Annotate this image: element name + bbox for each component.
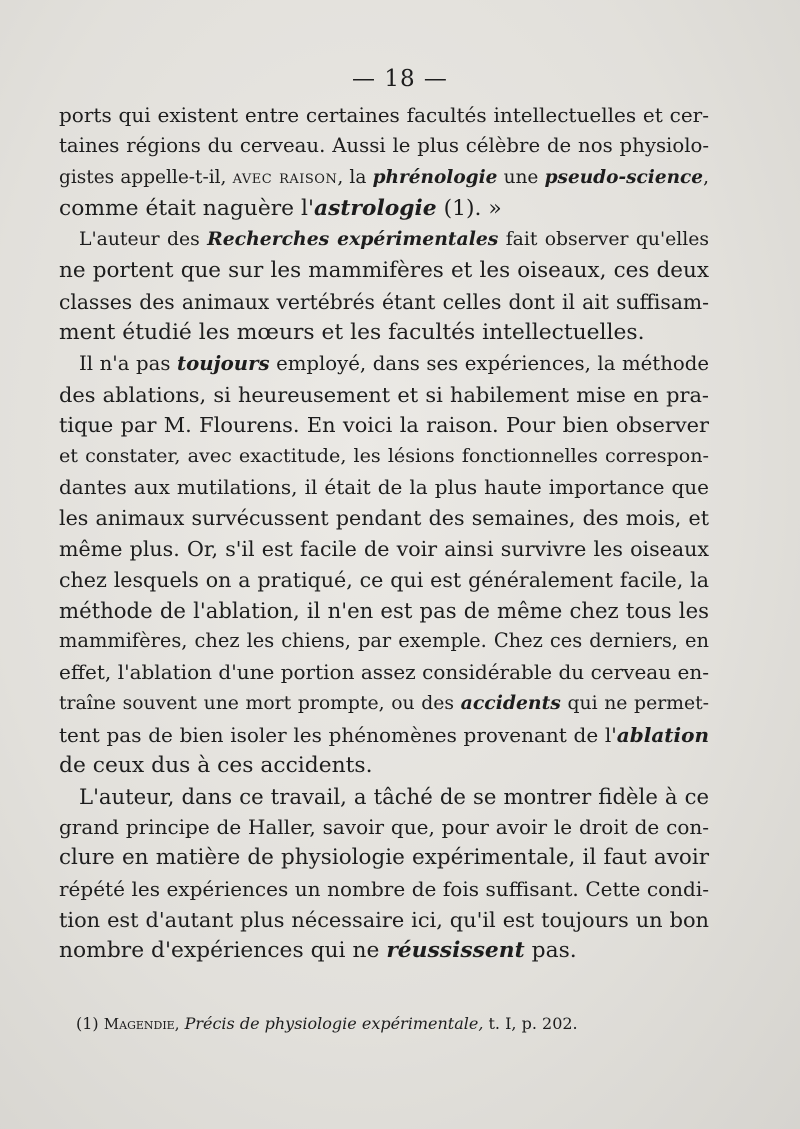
text-line-9: Il n'a pas toujours employé, dans ses expériences, la méthode — [79, 351, 709, 375]
text-line-22: de ceux dus à ces accidents. — [59, 752, 373, 778]
emphasis-accidents: accidents — [460, 692, 561, 715]
text-line-14: les animaux survécussent pendant des semaines, des mois, et — [59, 505, 709, 530]
text-line-1: ports qui existent entre certaines facultés intellectuelles et cer- — [59, 103, 709, 127]
footnote-reference: t. I, p. 202. — [488, 1014, 578, 1033]
footnote — [76, 1014, 716, 1033]
text-line-12: et constater, avec exactitude, les lésions fonctionnelles correspon- — [59, 444, 709, 468]
text-line-2: taines régions du cerveau. Aussi le plus célèbre de nos physiolo- — [59, 133, 709, 157]
body-text — [59, 100, 709, 967]
text-line-17: méthode de l'ablation, il n'en est pas de même chez tous les — [59, 597, 709, 623]
text-line-20: traîne souvent une mort prompte, ou des accidents qui ne permet- — [59, 692, 709, 715]
emphasis-ablation: ablation — [616, 722, 709, 747]
page-number: — 18 — — [352, 66, 448, 92]
footnote-author: Magendie, — [103, 1015, 180, 1033]
emphasis-pseudo-science: pseudo-science — [544, 166, 704, 188]
footnote-title: Précis de physiologie expérimentale, — [184, 1014, 484, 1033]
text-line-26: répété les expériences un nombre de fois suffisant. Cette condi- — [59, 877, 709, 902]
text-line-13: dantes aux mutilations, il était de la plus haute importance que — [59, 475, 709, 500]
text-line-25: clure en matière de physiologie expérimentale, il faut avoir — [59, 845, 709, 871]
text-line-10: des ablations, si heureusement et si habilement mise en pra- — [59, 382, 709, 407]
emphasis-recherches: Recherches expérimentales — [207, 228, 499, 251]
text-line-8: ment étudié les mœurs et les facultés intellectuelles. — [59, 319, 645, 345]
text-line-19: effet, l'ablation d'une portion assez considérable du cerveau en- — [59, 660, 709, 685]
text-line-6: ne portent que sur les mammifères et les oiseaux, ces deux — [59, 258, 709, 284]
text-line-3: gistes appelle-t-il, avec raison, la phrénologie une pseudo-science, — [59, 165, 709, 188]
text-line-7: classes des animaux vertébrés étant celles dont il ait suffisam- — [59, 290, 709, 315]
text-line-4: comme était naguère l'astrologie (1). » — [59, 195, 502, 221]
emphasis-astrologie: astrologie — [313, 195, 437, 221]
emphasis-reussissent: réussissent — [386, 937, 525, 963]
text-line-16: chez lesquels on a pratiqué, ce qui est généralement facile, la — [59, 567, 709, 592]
text-line-5: L'auteur des Recherches expérimentales fait observer qu'elles — [79, 228, 709, 251]
text-line-11: tique par M. Flourens. En voici la raison. Pour bien observer — [59, 413, 709, 438]
text-line-24: grand principe de Haller, savoir que, pour avoir le droit de con- — [59, 815, 709, 840]
text-line-23: L'auteur, dans ce travail, a tâché de se montrer fidèle à ce — [79, 783, 709, 809]
text-line-27: tion est d'autant plus nécessaire ici, qu'il est toujours un bon — [59, 907, 709, 932]
text-line-18: mammifères, chez les chiens, par exemple. Chez ces derniers, en — [59, 629, 709, 653]
footnote-marker: (1) — [76, 1014, 99, 1033]
emphasis-toujours: toujours — [176, 351, 270, 375]
text-line-28: nombre d'expériences qui ne réussissent pas. — [59, 937, 577, 963]
emphasis-phrenologie: phrénologie — [372, 166, 498, 188]
text-line-21: tent pas de bien isoler les phénomènes provenant de l'ablation — [59, 722, 709, 747]
small-caps-phrase: avec raison — [232, 165, 338, 188]
text-line-15: même plus. Or, s'il est facile de voir ainsi survivre les oiseaux — [59, 536, 709, 561]
